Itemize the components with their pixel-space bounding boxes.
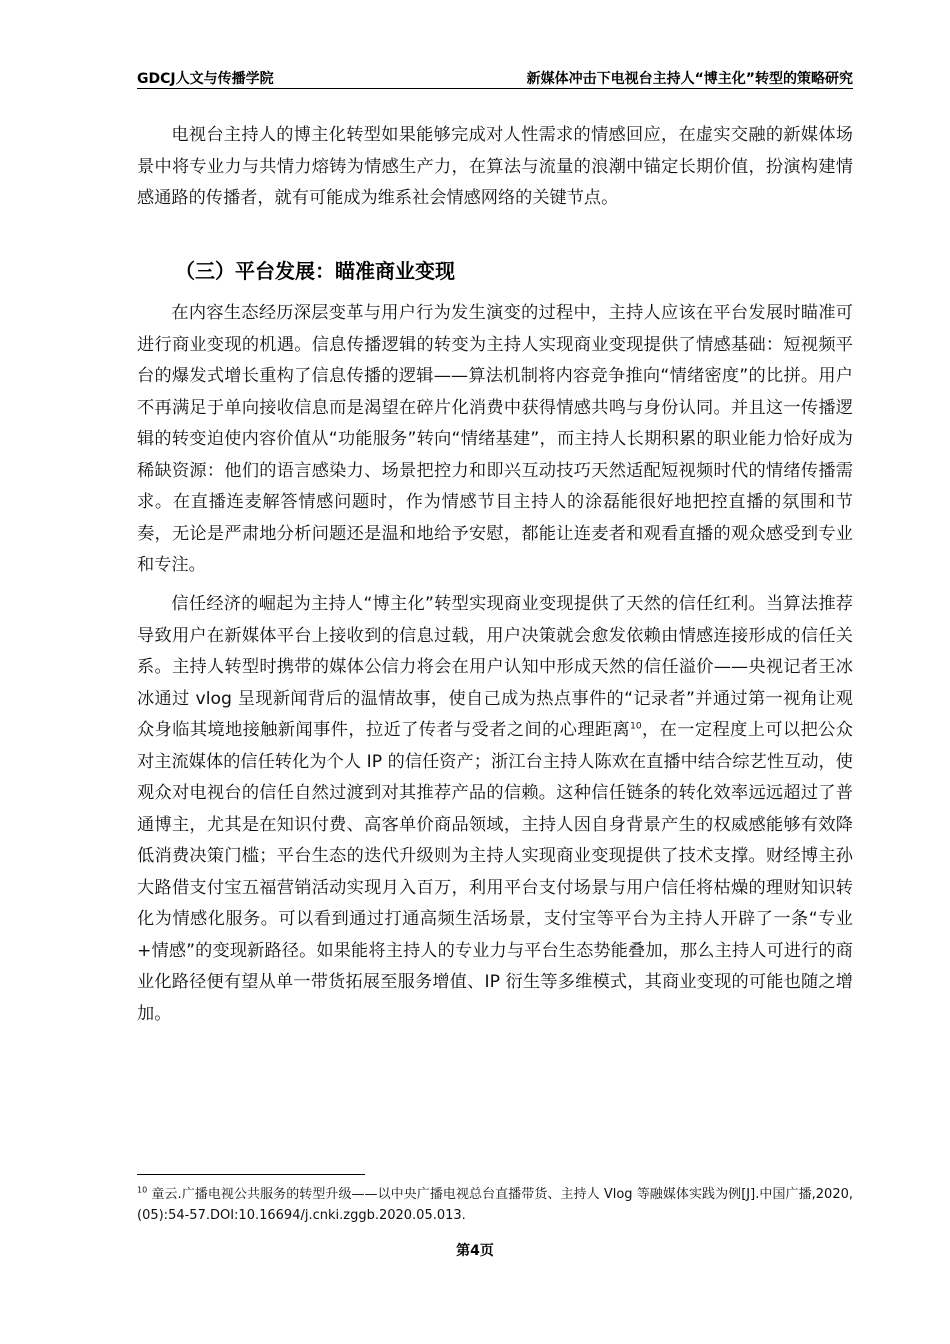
footnote-reference: 10 [630,721,642,732]
section-heading: （三）平台发展：瞄准商业变现 [175,259,455,283]
page-number: 第4页 [456,1243,494,1259]
footnote-divider [137,1174,365,1175]
paragraph-2-text-a: 信任经济的崛起为主持人“博主化”转型实现商业变现提供了天然的信任红利。当算法推荐导致用户在新媒体平台上接收到的信息过载，用户决策就会愈发依赖由情感连接形成的信任关系。主持人转型时携带的媒体公信力将会在用户认知中形成天然的信任溢价——央视记者王冰冰通过 vlog 呈现新闻背后的温情故事，使自己成为热点事件的“记录者”并通过第一视角让观众身临其境地接触新闻事件，拉近了传者与受者之间的心理距离 [137,594,853,740]
footnote-number: 10 [137,1185,148,1195]
header-paper-title: 新媒体冲击下电视台主持人“博主化”转型的策略研究 [526,71,853,87]
paragraph-2-text-b: ，在一定程度上可以把公众对主流媒体的信任转化为个人 IP 的信任资产；浙江台主持人陈欢在直播中结合综艺性互动，使观众对电视台的信任自然过渡到对其推荐产品的信赖。这种信任链条的转化效率远远超过了普通博主，尤其是在知识付费、高客单价商品领域，主持人因自身背景产生的权威感能够有效降低消费决策门槛；平台生态的迭代升级则为主持人实现商业变现提供了技术支撑。财经博主孙大路借支付宝五福营销活动实现月入百万，利用平台支付场景与用户信任将枯燥的理财知识转化为情感化服务。可以看到通过打通高频生活场景，支付宝等平台为主持人开辟了一条“专业+情感”的变现新路径。如果能将主持人的专业力与平台生态势能叠加，那么主持人可进行的商业化路径便有望从单一带货拓展至服务增值、IP 衍生等多维模式，其商业变现的可能也随之增加。 [137,720,853,1024]
body-paragraph-1: 在内容生态经历深层变革与用户行为发生演变的过程中，主持人应该在平台发展时瞄准可进行商业变现的机遇。信息传播逻辑的转变为主持人实现商业变现提供了情感基础：短视频平台的爆发式增长重构了信息传播的逻辑——算法机制将内容竞争推向“情绪密度”的比拼。用户不再满足于单向接收信息而是渴望在碎片化消费中获得情感共鸣与身份认同。并且这一传播逻辑的转变迫使内容价值从“功能服务”转向“情绪基建”，而主持人长期积累的职业能力恰好成为稀缺资源：他们的语言感染力、场景把控力和即兴互动技巧天然适配短视频时代的情绪传播需求。在直播连麦解答情感问题时，作为情感节目主持人的涂磊能很好地把控直播的氛围和节奏，无论是严肃地分析问题还是温和地给予安慰，都能让连麦者和观看直播的观众感受到专业和专注。 [137,303,853,575]
running-header [137,66,853,89]
footnote-text: 童云.广播电视公共服务的转型升级——以中央广播电视总台直播带货、主持人 Vlog 等融媒体实践为例[J].中国广播,2020,(05):54-57.DOI:10.16694/j.cnki.zggb.2020.05.013. [137,1187,853,1223]
intro-paragraph: 电视台主持人的博主化转型如果能够完成对人性需求的情感回应，在虚实交融的新媒体场景中将专业力与共情力熔铸为情感生产力，在算法与流量的浪潮中锚定长期价值，扮演构建情感通路的传播者，就有可能成为维系社会情感网络的关键节点。 [137,125,853,208]
header-institution: GDCJ人文与传播学院 [137,71,274,87]
body-paragraph-2 [137,589,853,1030]
footnote [137,1184,853,1226]
